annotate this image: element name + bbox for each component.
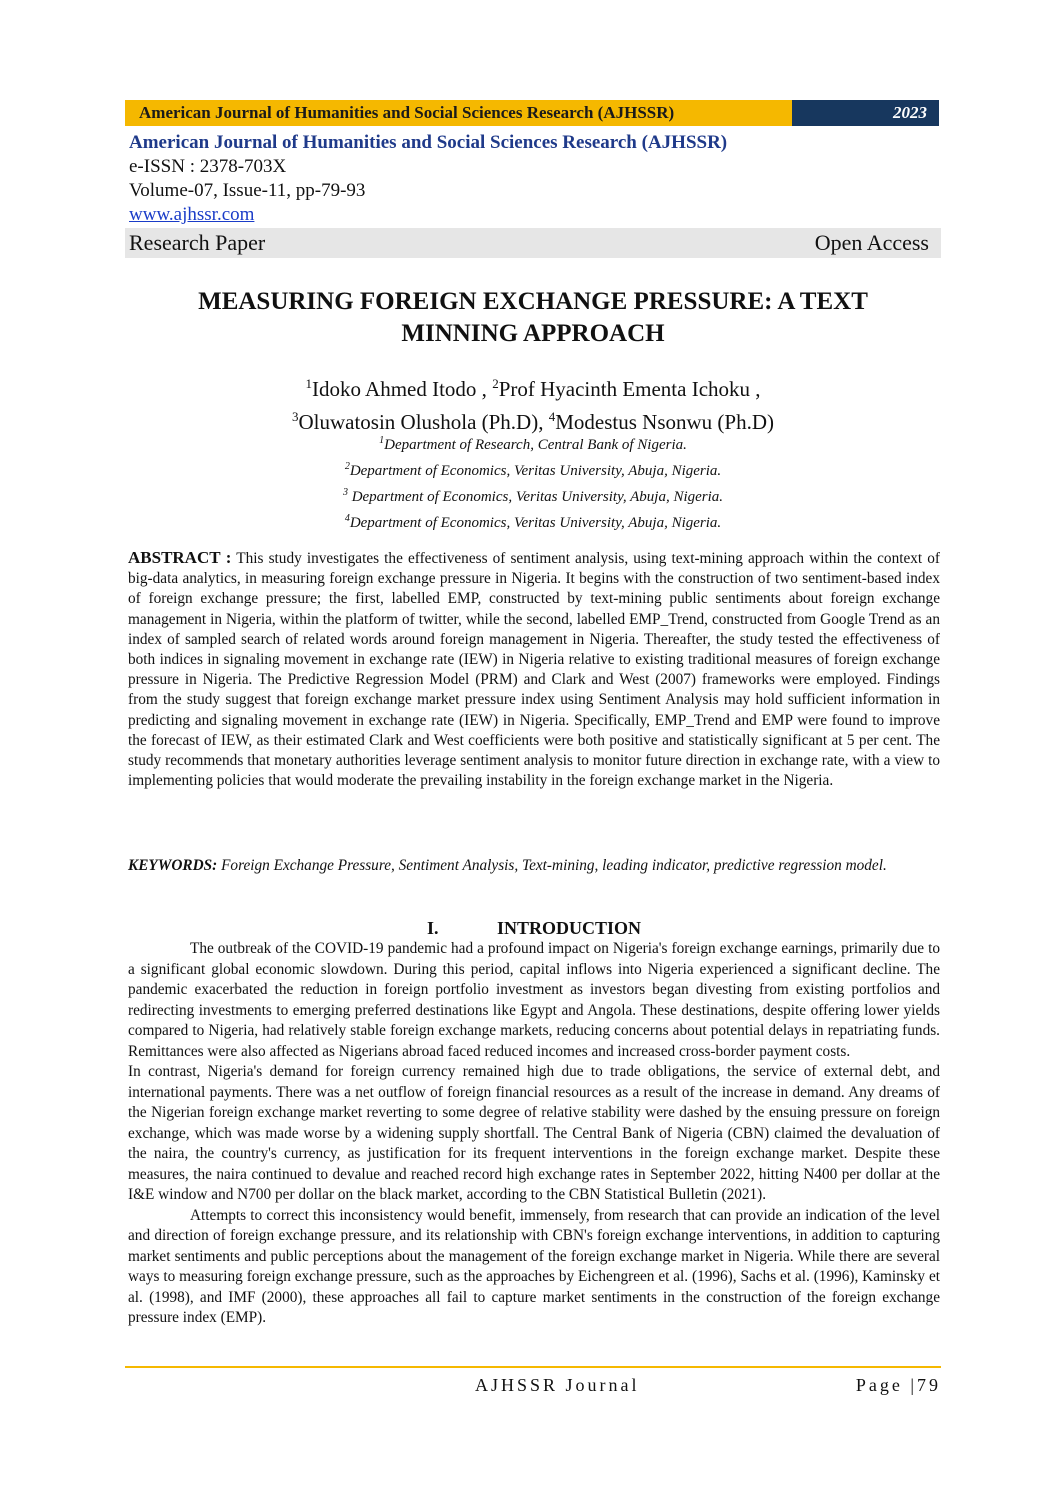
access-type: Open Access <box>814 230 929 255</box>
journal-meta <box>129 131 939 227</box>
page-footer <box>125 1375 941 1399</box>
section-number: I. <box>426 918 439 938</box>
author-list <box>125 370 941 436</box>
author-name: Oluwatosin Olushola (Ph.D), <box>298 410 549 434</box>
affiliation <box>125 430 941 456</box>
affiliation <box>125 456 941 482</box>
affiliation <box>125 482 941 508</box>
body-text <box>128 939 940 1329</box>
affiliation-text: Department of Economics, Veritas University, Abuja, Nigeria. <box>349 515 722 531</box>
paper-title <box>125 286 941 350</box>
journal-header-band <box>125 100 939 126</box>
paragraph: The outbreak of the COVID-19 pandemic had a profound impact on Nigeria's foreign exchange earnings, primarily due to a significant global economic slowdown. During this period, capital inflows into Nigeria experienced a significant decline. The pandemic exacerbated the reduction in foreign portfolio investment as investors began divesting from existing portfolios and redirecting investments to emerging preferred destinations like Egypt and Angola. These destinations, despite offering lower yields compared to Nigeria, had relatively stable foreign exchange markets, reducing concerns about potential delays in repatriating funds. Remittances were also affected as Nigerians abroad faced reduced incomes and increased cross-border payment costs. <box>128 940 940 1060</box>
abstract-text: This study investigates the effectiveness of sentiment analysis, using text-mining approach within the context of big-data analytics, in measuring foreign exchange pressure in Nigeria. It begins with the construction of two sentiment-based index of foreign exchange pressure; the first, labelled EMP, constructed by text-mining public sentiments about foreign exchange management in Nigeria, within the platform of twitter, while the second, labelled EMP_Trend, constructed from Google Trend as an index of sampled search of related words around foreign management in Nigeria. Thereafter, the study tested the effectiveness of both indices in signaling movement in exchange rate (IEW) in Nigeria relative to existing traditional measures of foreign exchange pressure in Nigeria. The Predictive Regression Model (PRM) and Clark and West (2007) frameworks were employed. Findings from the study suggest that foreign exchange market pressure index using Sentiment Analysis may hold sufficient information in predicting and signaling movement in exchange rate (IEW) in Nigeria. Specifically, EMP_Trend and EMP were found to improve the forecast of IEW, as their estimated Clark and West coefficients were both positive and statistically significant at 5 per cent. The study recommends that monetary authorities leverage sentiment analysis to monitor future direction in exchange rate, with a view to implementing policies that would moderate the prevailing instability in the foreign exchange market in the Nigeria. <box>128 550 940 790</box>
author-sup: 4 <box>548 409 556 424</box>
paper-type: Research Paper <box>129 230 266 255</box>
header-band-year: 2023 <box>792 100 939 126</box>
affiliation-list <box>125 430 941 534</box>
keywords-label: KEYWORDS: <box>128 857 218 874</box>
title-line: MEASURING FOREIGN EXCHANGE PRESSURE: A TEXT <box>198 288 868 315</box>
paper-type-bar <box>125 228 941 258</box>
section-heading <box>128 918 940 938</box>
author-name: Prof Hyacinth Ementa Ichoku , <box>498 377 761 401</box>
abstract-label: ABSTRACT : <box>128 548 232 567</box>
footer-divider <box>125 1366 941 1368</box>
footer-journal: AJHSSR Journal <box>475 1375 640 1395</box>
affiliation-sup: 1 <box>379 435 385 446</box>
affiliation <box>125 508 941 534</box>
paragraph: In contrast, Nigeria's demand for foreign currency remained high due to trade obligations, the service of external debt, and international payments. There was a net outflow of foreign financial resources as a result of the increase in demand. Any dreams of the Nigerian foreign exchange market reverting to some degree of relative stability were dashed by the ensuing pressure on foreign exchange, which was made worse by a widening supply shortfall. The Central Bank of Nigeria (CBN) claimed the devaluation of the naira, the country's currency, as justification for its frequent interventions in the foreign exchange market. Despite these measures, the naira continued to devalue and reached record high exchange rates in September 2022, hitting N400 per dollar at the I&E window and N700 per dollar on the black market, according to the CBN Statistical Bulletin (2021). <box>128 1063 940 1203</box>
keywords-text: Foreign Exchange Pressure, Sentiment Analysis, Text-mining, leading indicator, predictive regression model. <box>217 857 887 874</box>
volume-issue: Volume-07, Issue-11, pp-79-93 <box>129 180 366 201</box>
issn: e-ISSN : 2378-703X <box>129 156 287 177</box>
footer-page-number: Page |79 <box>855 1375 941 1395</box>
keywords <box>128 856 940 876</box>
author-sup: 1 <box>305 376 312 391</box>
author-sup: 2 <box>492 376 499 391</box>
affiliation-text: Department of Economics, Veritas University, Abuja, Nigeria. <box>349 463 722 479</box>
journal-name: American Journal of Humanities and Social Sciences Research (AJHSSR) <box>129 132 728 153</box>
title-line: MINNING APPROACH <box>401 320 665 347</box>
affiliation-text: Department of Economics, Veritas University, Abuja, Nigeria. <box>347 489 724 505</box>
paragraph: Attempts to correct this inconsistency would benefit, immensely, from research that can provide an indication of the level and direction of foreign exchange pressure, and its relationship with CBN's foreign exchange interventions, in addition to capturing market sentiments and public perceptions about the management of the foreign exchange market in Nigeria. While there are several ways to measuring foreign exchange pressure, such as the approaches by Eichengreen et al. (1996), Sachs et al. (1996), Kaminsky et al. (1998), and IMF (2000), these approaches all fail to capture market sentiments in the construction of the foreign exchange pressure index (EMP). <box>128 1206 940 1326</box>
section-title: INTRODUCTION <box>496 918 642 938</box>
author-name: Idoko Ahmed Itodo , <box>311 377 493 401</box>
author-sup: 3 <box>291 409 299 424</box>
affiliation-sup: 2 <box>344 461 350 472</box>
abstract <box>128 548 940 791</box>
affiliation-sup: 4 <box>344 513 350 524</box>
header-band-journal: American Journal of Humanities and Social Sciences Research (AJHSSR) <box>125 100 792 126</box>
affiliation-sup: 3 <box>342 487 348 498</box>
journal-website-link[interactable]: www.ajhssr.com <box>129 204 255 225</box>
author-name: Modestus Nsonwu (Ph.D) <box>555 410 774 434</box>
affiliation-text: Department of Research, Central Bank of Nigeria. <box>384 437 687 453</box>
